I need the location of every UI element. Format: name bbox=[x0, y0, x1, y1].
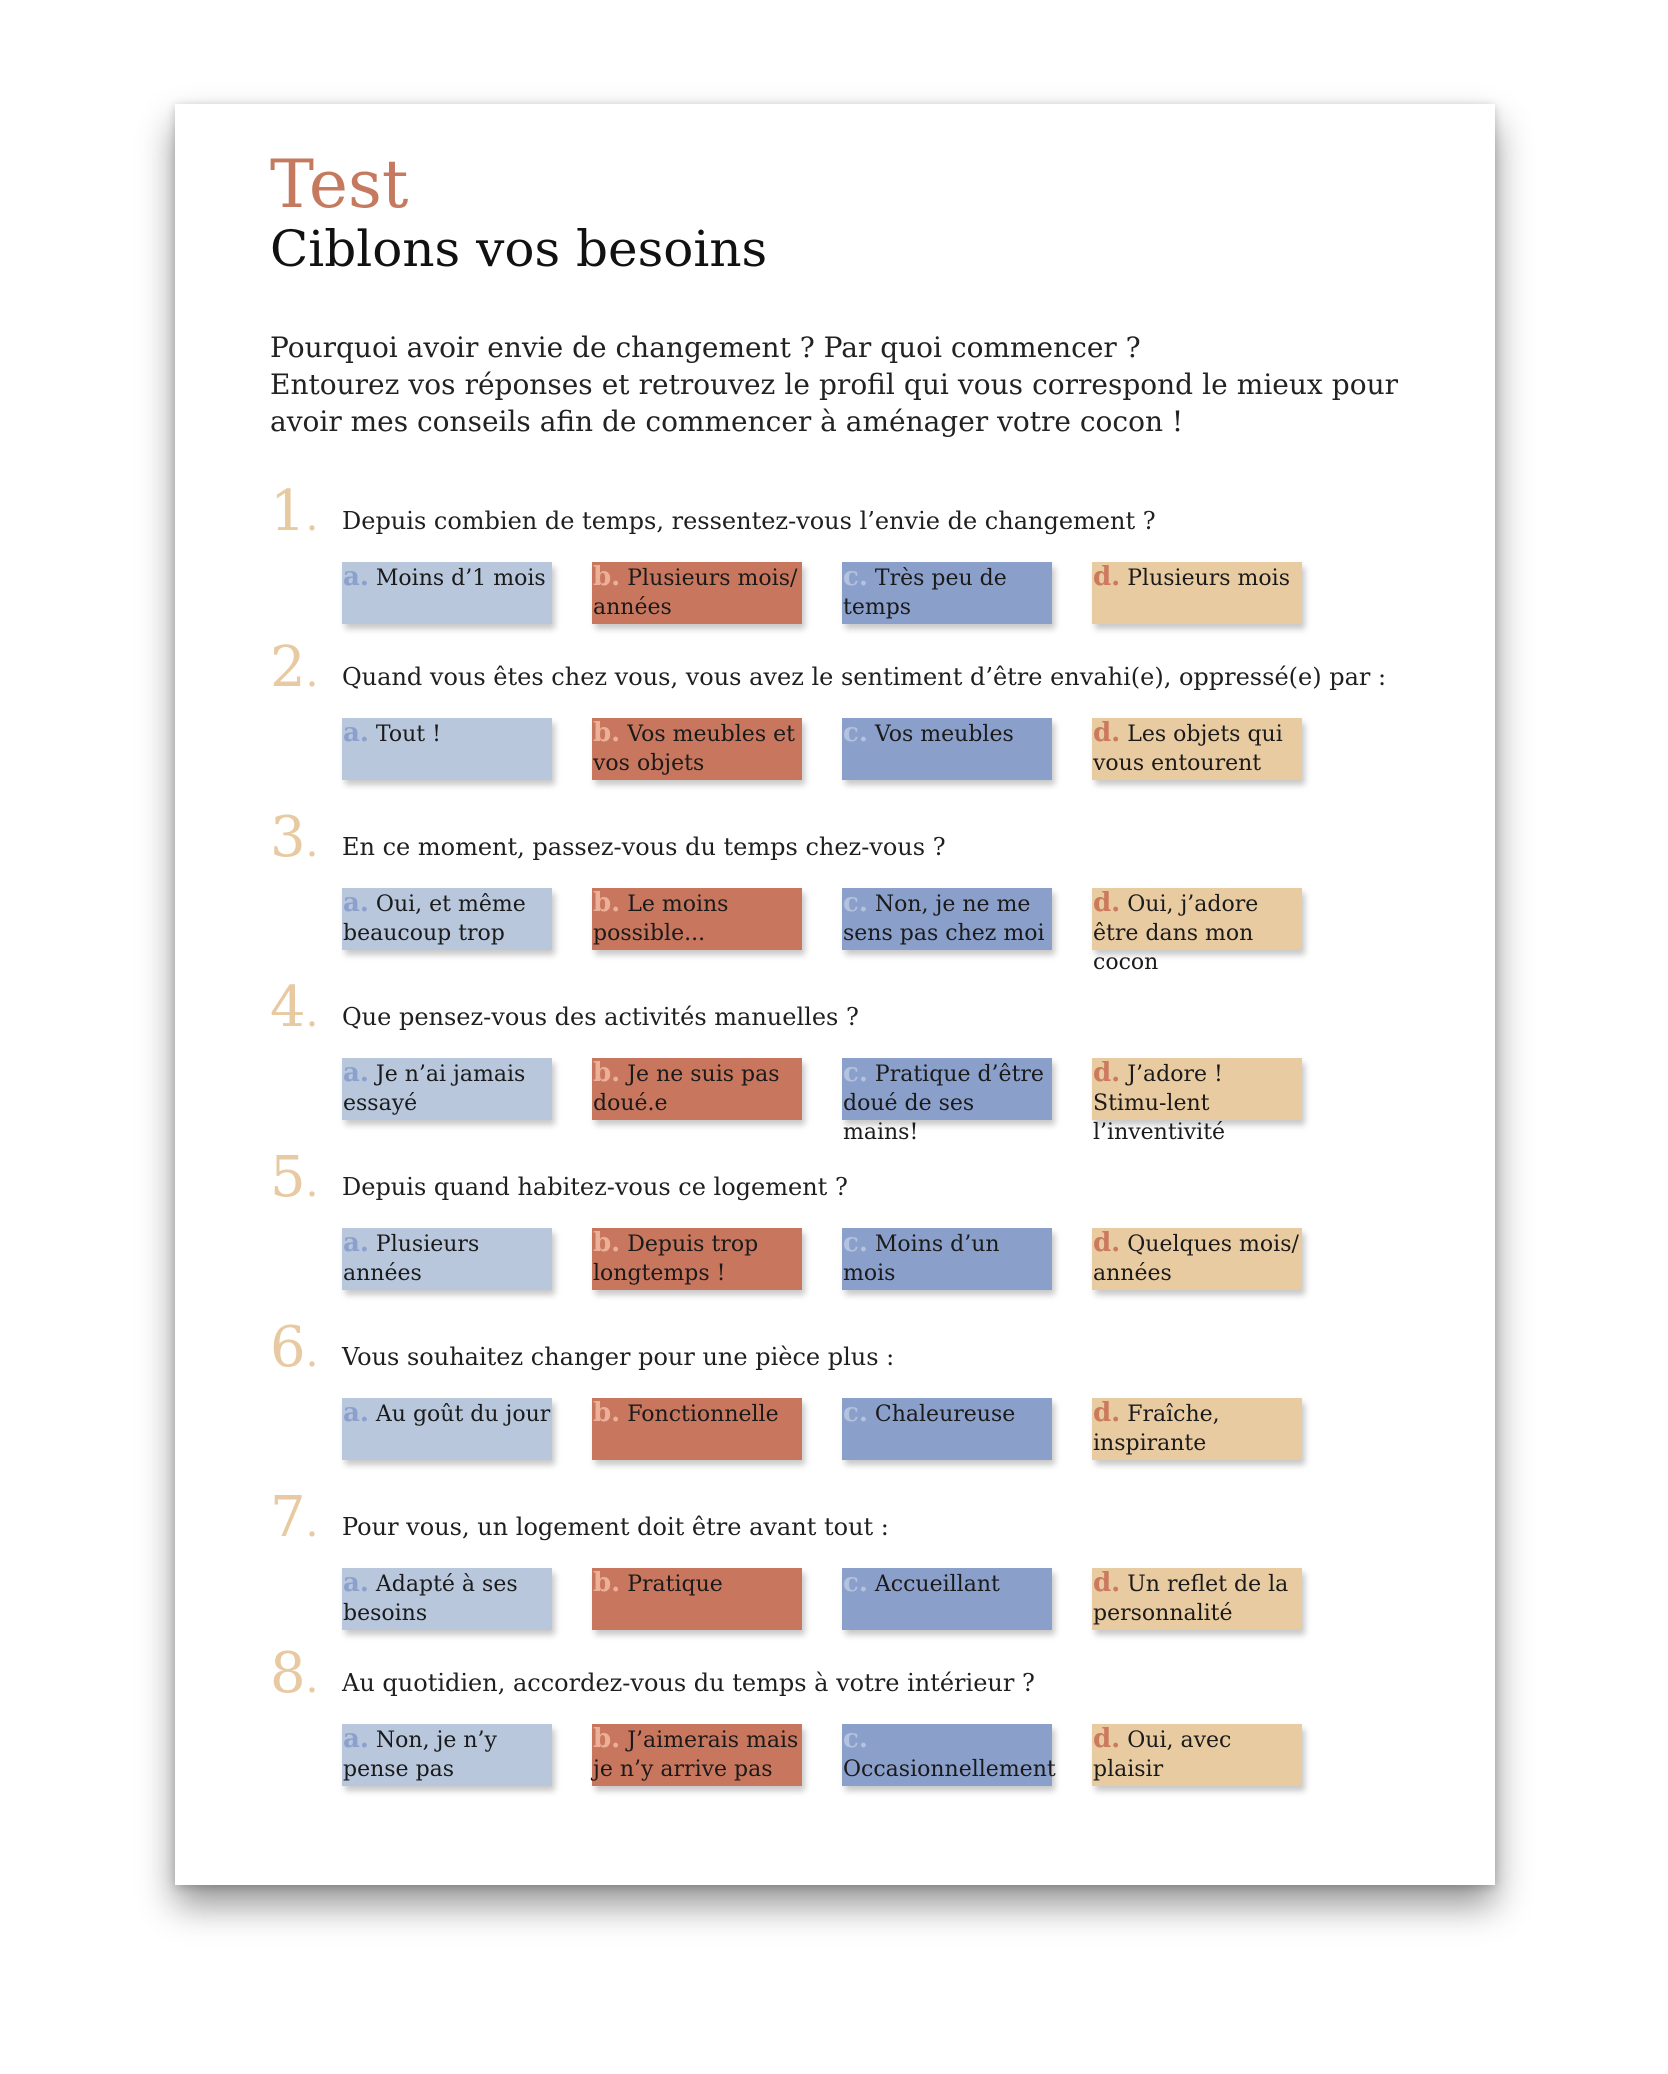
answer-text: J’aimerais mais je n’y arrive pas bbox=[593, 1728, 799, 1782]
question-text: Au quotidien, accordez-vous du temps à votre intérieur ? bbox=[342, 1669, 1035, 1697]
answer-option-b[interactable] bbox=[592, 1228, 802, 1290]
question-text: Depuis combien de temps, ressentez-vous l’envie de changement ? bbox=[342, 507, 1156, 535]
answer-letter: c. bbox=[843, 1568, 868, 1598]
answer-letter: a. bbox=[343, 888, 369, 918]
answer-option-b[interactable] bbox=[592, 1724, 802, 1786]
answer-letter: c. bbox=[843, 1058, 868, 1088]
answer-text: Accueillant bbox=[874, 1572, 1000, 1597]
question-number-value: 3 bbox=[270, 805, 306, 870]
answer-letter: a. bbox=[343, 1058, 369, 1088]
answer-letter: c. bbox=[843, 1724, 868, 1754]
answer-letter: a. bbox=[343, 718, 369, 748]
answer-options bbox=[342, 1058, 1342, 1145]
question-number-value: 6 bbox=[270, 1315, 306, 1380]
page-subtitle: Ciblons vos besoins bbox=[270, 220, 768, 278]
answer-option-a[interactable] bbox=[342, 1568, 552, 1630]
answer-letter: b. bbox=[593, 888, 621, 918]
question-5 bbox=[270, 1145, 1410, 1310]
question-2 bbox=[270, 635, 1410, 800]
question-number-value: 4 bbox=[270, 975, 306, 1040]
answer-option-d[interactable] bbox=[1092, 888, 1302, 975]
answer-option-a[interactable] bbox=[342, 888, 552, 950]
answer-option-c[interactable] bbox=[842, 1398, 1052, 1460]
answer-text: Occasionnellement bbox=[843, 1757, 1056, 1782]
answer-option-a[interactable] bbox=[342, 1724, 552, 1786]
question-number bbox=[270, 1641, 319, 1706]
answer-text: Vos meubles et vos objets bbox=[593, 722, 795, 776]
question-number-dot: . bbox=[305, 990, 319, 1036]
question-number-dot: . bbox=[305, 1656, 319, 1702]
answer-option-c[interactable] bbox=[842, 888, 1052, 950]
answer-letter: c. bbox=[843, 718, 868, 748]
answer-letter: b. bbox=[593, 1058, 621, 1088]
answer-option-c[interactable] bbox=[842, 1568, 1052, 1630]
answer-letter: b. bbox=[593, 1724, 621, 1754]
answer-option-a[interactable] bbox=[342, 562, 552, 624]
question-number bbox=[270, 1315, 319, 1380]
answer-text: Moins d’1 mois bbox=[375, 566, 546, 591]
answer-text: Au goût du jour bbox=[375, 1402, 551, 1427]
question-4 bbox=[270, 975, 1410, 1145]
answer-text: J’adore ! Stimu-lent l’inventivité bbox=[1093, 1062, 1226, 1145]
question-8 bbox=[270, 1641, 1410, 1806]
answer-option-c[interactable] bbox=[842, 1724, 1056, 1786]
answer-letter: d. bbox=[1093, 1724, 1121, 1754]
answer-text: Oui, j’adore être dans mon cocon bbox=[1093, 892, 1259, 975]
question-number-value: 1 bbox=[270, 479, 306, 544]
question-number-dot: . bbox=[305, 820, 319, 866]
answer-text: Non, je n’y pense pas bbox=[343, 1728, 497, 1782]
question-number-value: 5 bbox=[270, 1145, 306, 1210]
answer-text: Les objets qui vous entourent bbox=[1093, 722, 1283, 776]
page-title: Test bbox=[270, 146, 409, 223]
question-number-value: 8 bbox=[270, 1641, 306, 1706]
answer-text: Fraîche, inspirante bbox=[1093, 1402, 1220, 1456]
answer-letter: d. bbox=[1093, 888, 1121, 918]
answer-letter: a. bbox=[343, 1724, 369, 1754]
answer-text: Oui, avec plaisir bbox=[1093, 1728, 1232, 1782]
answer-option-b[interactable] bbox=[592, 562, 802, 624]
answer-text: Oui, et même beaucoup trop bbox=[343, 892, 526, 946]
intro-line-2: Entourez vos réponses et retrouvez le profil qui vous correspond le mieux pour avoir mes conseils afin de commencer à aménager votre cocon ! bbox=[270, 368, 1398, 438]
question-number-dot: . bbox=[305, 650, 319, 696]
answer-text: Le moins possible... bbox=[593, 892, 729, 946]
answer-text: Non, je ne me sens pas chez moi bbox=[843, 892, 1045, 946]
answer-text: Plusieurs mois/ années bbox=[593, 566, 798, 620]
answer-option-b[interactable] bbox=[592, 1568, 802, 1630]
answer-letter: a. bbox=[343, 1398, 369, 1428]
question-number bbox=[270, 635, 319, 700]
answer-letter: d. bbox=[1093, 1228, 1121, 1258]
question-text: En ce moment, passez-vous du temps chez-vous ? bbox=[342, 833, 946, 861]
answer-option-a[interactable] bbox=[342, 718, 552, 780]
answer-letter: b. bbox=[593, 1398, 621, 1428]
question-1 bbox=[270, 479, 1410, 644]
answer-letter: c. bbox=[843, 562, 868, 592]
answer-letter: d. bbox=[1093, 1398, 1121, 1428]
question-7 bbox=[270, 1485, 1410, 1650]
answer-option-a[interactable] bbox=[342, 1228, 552, 1290]
answer-text: Je ne suis pas doué.e bbox=[593, 1062, 780, 1116]
question-number bbox=[270, 1145, 319, 1210]
intro-text bbox=[270, 329, 1398, 440]
question-number-dot: . bbox=[305, 494, 319, 540]
answer-letter: c. bbox=[843, 1228, 868, 1258]
answer-option-c[interactable] bbox=[842, 1228, 1052, 1290]
answer-text: Pratique bbox=[627, 1572, 723, 1597]
answer-option-b[interactable] bbox=[592, 888, 802, 950]
answer-option-c[interactable] bbox=[842, 562, 1052, 624]
answer-text: Pratique d’être doué de ses mains! bbox=[843, 1062, 1044, 1145]
document-page bbox=[175, 104, 1495, 1885]
answer-option-d[interactable] bbox=[1092, 1228, 1302, 1290]
answer-letter: d. bbox=[1093, 718, 1121, 748]
answer-text: Un reflet de la personnalité bbox=[1093, 1572, 1289, 1626]
answer-text: Je n’ai jamais essayé bbox=[343, 1062, 526, 1116]
answer-text: Plusieurs mois bbox=[1127, 566, 1290, 591]
answer-letter: a. bbox=[343, 562, 369, 592]
answer-text: Moins d’un mois bbox=[843, 1232, 1000, 1286]
answer-text: Tout ! bbox=[375, 722, 441, 747]
answer-letter: c. bbox=[843, 1398, 868, 1428]
answer-option-d[interactable] bbox=[1092, 562, 1302, 624]
answer-text: Plusieurs années bbox=[343, 1232, 480, 1286]
answer-letter: b. bbox=[593, 718, 621, 748]
answer-text: Chaleureuse bbox=[874, 1402, 1016, 1427]
intro-line-1: Pourquoi avoir envie de changement ? Par quoi commencer ? bbox=[270, 331, 1141, 364]
question-text: Pour vous, un logement doit être avant tout : bbox=[342, 1513, 889, 1541]
answer-option-d[interactable] bbox=[1092, 1724, 1302, 1786]
question-number-dot: . bbox=[305, 1500, 319, 1546]
question-number-dot: . bbox=[305, 1330, 319, 1376]
answer-letter: a. bbox=[343, 1568, 369, 1598]
answer-options bbox=[342, 1398, 1342, 1462]
answer-options bbox=[342, 888, 1342, 975]
question-text: Vous souhaitez changer pour une pièce plus : bbox=[342, 1343, 895, 1371]
answer-text: Quelques mois/ années bbox=[1093, 1232, 1299, 1286]
answer-options bbox=[342, 1228, 1342, 1292]
question-number-value: 2 bbox=[270, 635, 306, 700]
answer-options bbox=[342, 1568, 1342, 1632]
answer-options bbox=[342, 562, 1342, 626]
answer-option-c[interactable] bbox=[842, 1058, 1052, 1145]
answer-options bbox=[342, 718, 1342, 782]
answer-letter: b. bbox=[593, 1228, 621, 1258]
question-number bbox=[270, 1485, 319, 1550]
answer-option-d[interactable] bbox=[1092, 1058, 1302, 1145]
answer-letter: b. bbox=[593, 562, 621, 592]
answer-letter: c. bbox=[843, 888, 868, 918]
answer-option-b[interactable] bbox=[592, 718, 802, 780]
answer-text: Vos meubles bbox=[874, 722, 1014, 747]
answer-text: Adapté à ses besoins bbox=[343, 1572, 518, 1626]
answer-options bbox=[342, 1724, 1342, 1788]
answer-option-d[interactable] bbox=[1092, 1568, 1302, 1630]
answer-option-b[interactable] bbox=[592, 1398, 802, 1460]
question-text: Depuis quand habitez-vous ce logement ? bbox=[342, 1173, 848, 1201]
question-number bbox=[270, 805, 319, 870]
answer-option-a[interactable] bbox=[342, 1058, 552, 1120]
answer-letter: b. bbox=[593, 1568, 621, 1598]
answer-option-d[interactable] bbox=[1092, 718, 1302, 780]
answer-option-d[interactable] bbox=[1092, 1398, 1302, 1460]
question-number-dot: . bbox=[305, 1160, 319, 1206]
question-number-value: 7 bbox=[270, 1485, 306, 1550]
answer-letter: a. bbox=[343, 1228, 369, 1258]
answer-letter: d. bbox=[1093, 562, 1121, 592]
answer-option-a[interactable] bbox=[342, 1398, 552, 1460]
answer-letter: d. bbox=[1093, 1058, 1121, 1088]
question-text: Quand vous êtes chez vous, vous avez le sentiment d’être envahi(e), oppressé(e) par : bbox=[342, 663, 1387, 691]
question-text: Que pensez-vous des activités manuelles ? bbox=[342, 1003, 859, 1031]
answer-text: Depuis trop longtemps ! bbox=[593, 1232, 759, 1286]
question-number bbox=[270, 479, 319, 544]
answer-option-b[interactable] bbox=[592, 1058, 802, 1120]
question-number bbox=[270, 975, 319, 1040]
answer-text: Fonctionnelle bbox=[627, 1402, 779, 1427]
answer-letter: d. bbox=[1093, 1568, 1121, 1598]
question-6 bbox=[270, 1315, 1410, 1480]
answer-option-c[interactable] bbox=[842, 718, 1052, 780]
answer-text: Très peu de temps bbox=[843, 566, 1007, 620]
question-3 bbox=[270, 805, 1410, 975]
